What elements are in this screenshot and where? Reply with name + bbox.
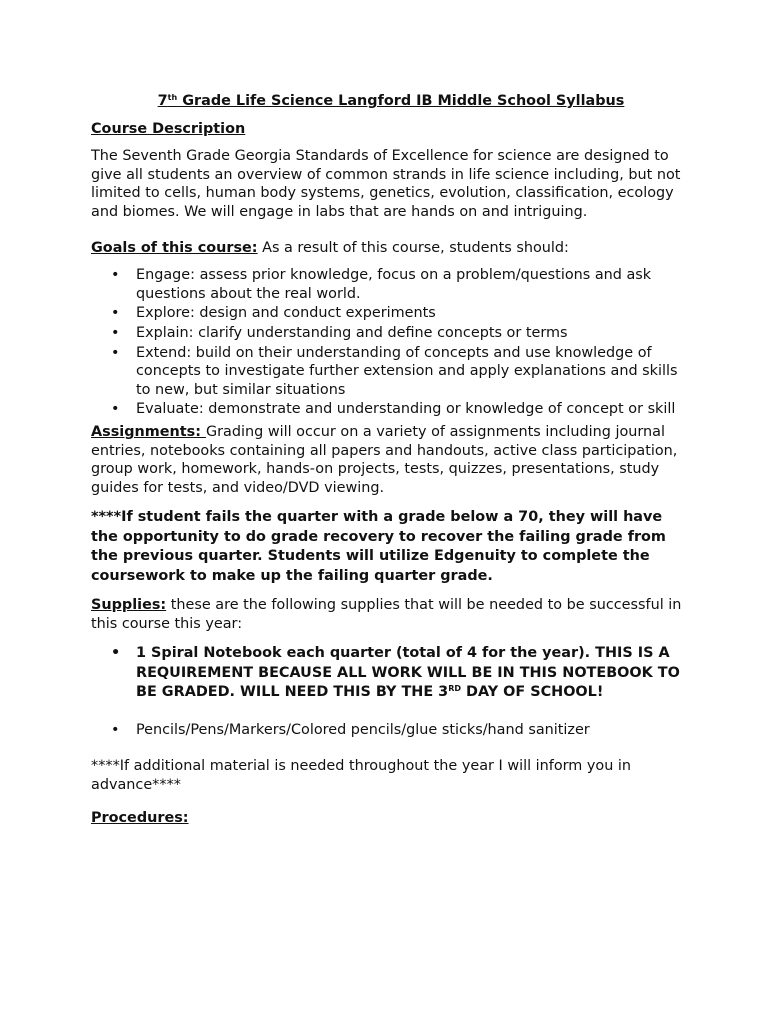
supplies-heading: Supplies: [91,596,167,613]
supplies-list [91,644,691,740]
bullet-icon: • [111,401,120,418]
list-item [91,721,691,740]
list-item [91,344,691,400]
goal-text: Engage: assess prior knowledge, focus on a problem/questions and ask questions about the real world. [136,267,652,302]
supply-pencils-text: Pencils/Pens/Markers/Colored pencils/glue sticks/hand sanitizer [136,722,590,739]
assignments-body: Grading will occur on a variety of assignments including journal entries, notebooks containing all papers and handouts, active class participation, group work, homework, hands-on projects, tests, quizzes, presentations, study guides for tests, and video/DVD viewing. [91,423,678,496]
list-item [91,644,691,702]
assignments-paragraph [91,423,691,497]
course-description-heading: Course Description [91,120,246,137]
goal-text: Explain: clarify understanding and define concepts or terms [136,324,568,341]
course-description-section [91,120,691,222]
list-item [91,304,691,323]
goals-intro: As a result of this course, students should: [257,239,569,256]
bullet-icon: • [111,267,120,284]
title-text: Grade Life Science Langford IB Middle School Syllabus [177,93,625,109]
title-grade-number: 7 [157,93,168,109]
course-description-body: The Seventh Grade Georgia Standards of Excellence for science are designed to give all students an overview of common strands in life science including, but not limited to cells, human body systems, genetics, evolution, classification, ecology and biomes. We will engage in labs that are hands on and intriguing. [91,148,681,220]
document-page [91,92,691,828]
page-title [91,92,691,111]
goals-heading: Goals of this course: [91,239,258,256]
supplies-section [91,596,691,740]
supply-notebook-end: DAY OF SCHOOL! [461,683,604,700]
supplies-intro: these are the following supplies that will be needed to be successful in this course this year: [91,596,682,632]
supply-notebook-text: 1 Spiral Notebook each quarter (total of 4 for the year). THIS IS A REQUIREMENT BECAUSE ALL WORK WILL BE IN THIS NOTEBOOK TO BE GRADED. WILL NEED THIS BY THE 3 [136,645,680,700]
list-item [91,400,691,419]
assignments-heading: Assignments: [91,423,206,440]
bullet-icon: • [111,324,120,341]
bullet-icon: • [111,344,120,361]
bullet-icon: • [111,305,120,322]
bullet-icon: • [111,722,120,739]
procedures-heading: Procedures: [91,810,189,827]
goals-section [91,239,691,419]
title-superscript: th [167,93,178,102]
bullet-icon: • [111,645,121,662]
supply-superscript: RD [448,683,462,693]
list-item [91,324,691,343]
goal-text: Evaluate: demonstrate and understanding or knowledge of concept or skill [136,401,676,418]
goals-list [91,266,691,419]
goal-text: Explore: design and conduct experiments [136,305,436,322]
list-item [91,266,691,303]
grade-recovery-notice: ****If student fails the quarter with a grade below a 70, they will have the opportunity to do grade recovery to recover the failing grade from the previous quarter. Students will utilize Edgenuity to complete the coursework to make up the failing quarter grade. [91,509,666,584]
goal-text: Extend: build on their understanding of concepts and use knowledge of concepts to investigate further extension and apply explanations and skills to new, but similar situations [136,344,678,398]
additional-material-note: ****If additional material is needed throughout the year I will inform you in advance**** [91,757,632,793]
